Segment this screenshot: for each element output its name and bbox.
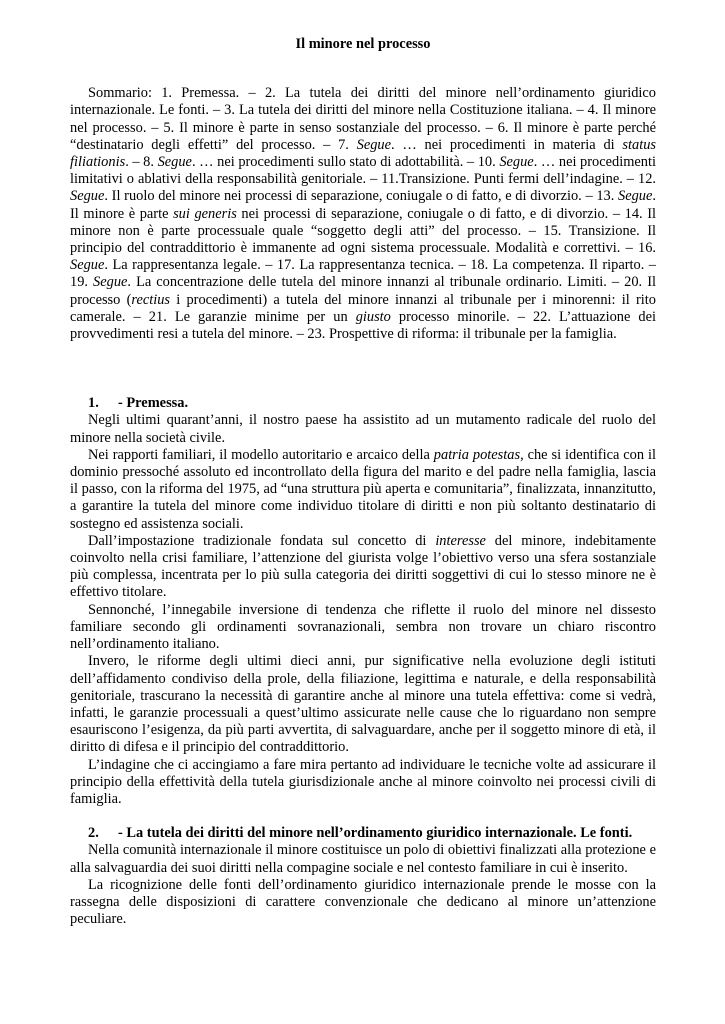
italic-text: status filiationis (70, 136, 656, 171)
italic-text: patria potestas (433, 446, 521, 463)
spacer (70, 343, 656, 395)
text-run: . – 8. (125, 154, 158, 171)
section-title: - La tutela dei diritti del minore nell’ordinamento giuridico internazionale. Le fonti. (118, 825, 633, 842)
body-paragraph (70, 533, 656, 602)
text-run: del minore, indebitamente coinvolto nella crisi familiare, l’attenzione del giurista volge l’obiettivo verso una sfera sostanziale più complessa, incentrata per lo più sulla categoria dei diritti soggettivi di cui lo stesso minore ne è effettivo titolare. (70, 532, 656, 601)
text-run: Nella comunità internazionale il minore costituisce un polo di obiettivi finalizzati alla protezione e alla salvaguardia dei suoi diritti nella compagine sociale e nel contesto familiare in cui è inserito. (70, 842, 656, 876)
italic-text: interesse (435, 532, 486, 549)
text-run: . La rappresentanza legale. – 17. La rappresentanza tecnica. – 18. La competenza. Il riparto. – 19. (70, 257, 656, 291)
text-run: Invero, le riforme degli ultimi dieci anni, pur significative nella evoluzione degli istituti dell’affidamento condiviso della prole, della filiazione, legittima e naturale, e della responsabilità genitoriale, trascurano la necessità di garantire anche al minore una tutela effettiva: come si vedrà, infatti, le garanzie processuali a quest’ultimo assicurate nelle cause che lo riguardano non sempre esauriscono l’esigenza, da più parti avvertita, di salvaguardare, anche per il soggetto minore di età, il diritto di difesa e il principio del contraddittorio. (70, 653, 656, 756)
summary-paragraph (70, 85, 656, 343)
italic-text: Segue (70, 257, 105, 274)
text-run: La ricognizione delle fonti dell’ordinamento giuridico internazionale prende le mosse con la rassegna delle disposizioni di carattere convenzionale che dedicano al minore un’attenzione peculiare. (70, 876, 656, 928)
body-paragraph (70, 842, 656, 876)
text-run: . Il ruolo del minore nei processi di separazione, coniugale o di fatto, e di divorzio. – 13. (104, 188, 619, 205)
text-run: i procedimenti) a tutela del minore innanzi al tribunale per i minorenni: il rito camerale. – 21. Le garanzie minime per un (70, 291, 656, 325)
italic-text: Segue (499, 154, 534, 171)
body-paragraph (70, 602, 656, 654)
body-paragraph (70, 877, 656, 929)
text-run: . La concentrazione delle tutela del minore innanzi al tribunale ordinario. Limiti. – 20. Il processo ( (70, 274, 656, 308)
italic-text: rectius (131, 291, 171, 308)
italic-text: Segue (356, 136, 392, 153)
italic-text: sui generis (173, 205, 237, 222)
text-run: Sommario: 1. Premessa. – 2. La tutela dei diritti del minore nell’ordinamento giuridico internazionale. Le fonti. – 3. La tutela dei diritti del minore nella Costituzione italiana. – 4. Il minore nel processo. – 5. Il minore è parte in senso sostanziale del processo. – 6. Il minore è parte perché “destinatario degli effetti” del processo. – 7. (70, 85, 656, 153)
italic-text: Segue (70, 188, 105, 205)
text-run: Nei rapporti familiari, il modello autoritario e arcaico della (88, 446, 434, 463)
section-title: - Premessa. (118, 395, 189, 412)
section-number: 2. (88, 825, 99, 842)
italic-text: giusto (355, 308, 391, 325)
text-run: L’indagine che ci accingiamo a fare mira pertanto ad individuare le tecniche volte ad assicurare il principio della effettività della tutela giurisdizionale anche al minore coinvolto nei processi civili di famiglia. (70, 756, 656, 807)
section-number: 1. (88, 395, 99, 412)
text-run: . … nei procedimenti in materia di (391, 136, 623, 153)
text-run: Negli ultimi quarant’anni, il nostro paese ha assistito ad un mutamento radicale del ruolo del minore nella società civile. (70, 412, 656, 446)
body-paragraph (70, 412, 656, 446)
italic-text: Segue (618, 188, 653, 205)
body-paragraph (70, 757, 656, 809)
text-run: , che si identifica con il dominio pressoché assoluto ed incontrollato della figura del marito e del padre nella famiglia, lascia il passo, con la riforma del 1975, ad “una struttura più aperta e comunitaria”, finalizzata, innanzitutto, a garantire la tutela del minore come individuo titolare di diritti e non più soltanto destinatario di sostegno ed assistenza sociali. (70, 446, 656, 532)
text-run: . … nei procedimenti limitativi o ablativi della responsabilità genitoriale. – 11.Transizione. Punti fermi dell’indagine. – 12. (70, 154, 656, 188)
document-page (70, 36, 656, 928)
section-heading (70, 395, 656, 412)
body-paragraph (70, 653, 656, 756)
spacer (70, 808, 656, 825)
text-run: . Il minore è parte (70, 188, 656, 222)
sections-container (70, 395, 656, 928)
text-run: . … nei procedimenti sullo stato di adottabilità. – 10. (191, 154, 500, 171)
text-run: Dall’impostazione tradizionale fondata sul concetto di (88, 532, 436, 549)
section-heading (70, 825, 656, 842)
body-paragraph (70, 447, 656, 533)
document-title: Il minore nel processo (295, 36, 431, 52)
text-run: nei processi di separazione, coniugale o di fatto, e di divorzio. – 14. Il minore non è parte processuale quale “soggetto degli atti” del processo. – 15. Transizione. Il principio del contraddittorio è immanente ad ogni sistema processuale. Modalità e correttivi. – 16. (70, 205, 657, 257)
text-run: Sennonché, l’innegabile inversione di tendenza che riflette il ruolo del minore nel dissesto familiare secondo gli ordinamenti sovranazionali, sembra non trovare un chiaro riscontro nell’ordinamento italiano. (70, 601, 656, 653)
italic-text: Segue (93, 274, 128, 291)
text-run: processo minorile. – 22. L’attuazione dei provvedimenti resi a tutela del minore. – 23. Prospettive di riforma: il tribunale per la famiglia. (70, 308, 656, 343)
italic-text: Segue (157, 154, 192, 171)
